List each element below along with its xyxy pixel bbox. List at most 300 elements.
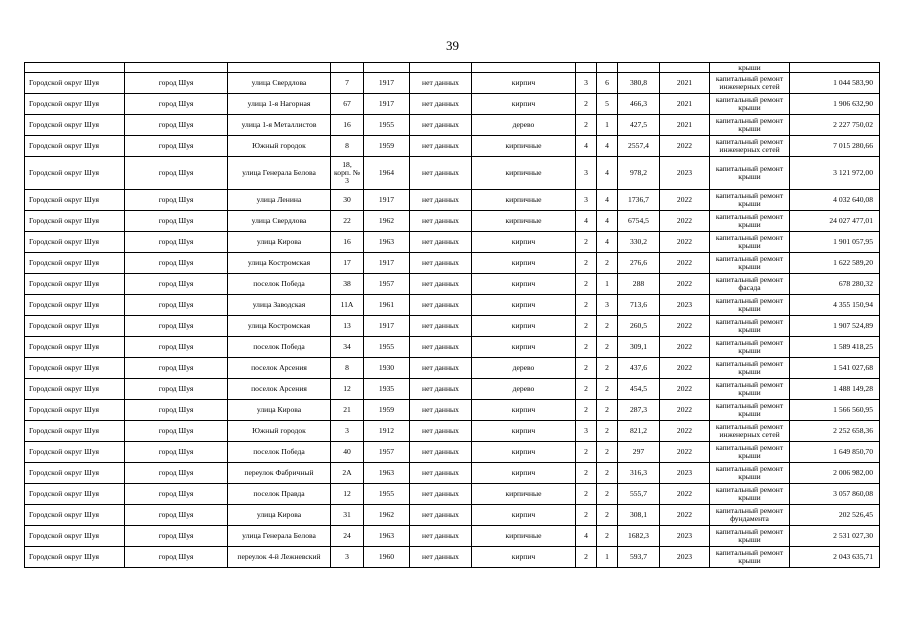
street-cell: поселок Арсения bbox=[228, 379, 331, 400]
year-overhaul-cell: нет данных bbox=[410, 232, 472, 253]
area-cell: 260,5 bbox=[618, 316, 660, 337]
house-number-cell: 8 bbox=[331, 358, 364, 379]
street-cell: улица Кирова bbox=[228, 400, 331, 421]
house-number-cell: 16 bbox=[331, 232, 364, 253]
street-cell: Южный городок bbox=[228, 421, 331, 442]
year-built-cell: 1917 bbox=[364, 94, 410, 115]
year-overhaul-cell: нет данных bbox=[410, 253, 472, 274]
year-built-cell: 1917 bbox=[364, 316, 410, 337]
year-overhaul-cell: нет данных bbox=[410, 73, 472, 94]
wall-material-cell: кирпичные bbox=[472, 484, 576, 505]
house-number-cell: 13 bbox=[331, 316, 364, 337]
work-type-cell: капитальный ремонт крыши bbox=[710, 379, 790, 400]
cost-cell: 1 901 057,95 bbox=[790, 232, 880, 253]
street-cell: переулок Фабричный bbox=[228, 463, 331, 484]
cost-cell: 3 121 972,00 bbox=[790, 157, 880, 190]
floors-cell: 4 bbox=[576, 211, 597, 232]
settlement-cell: город Шуя bbox=[125, 136, 228, 157]
year-overhaul-cell: нет данных bbox=[410, 94, 472, 115]
floors-cell: 2 bbox=[576, 547, 597, 568]
work-type-cell: капитальный ремонт крыши bbox=[710, 526, 790, 547]
table-row bbox=[25, 274, 880, 295]
year-overhaul-cell: нет данных bbox=[410, 157, 472, 190]
year-overhaul-cell: нет данных bbox=[410, 358, 472, 379]
municipality-cell: Городской округ Шуя bbox=[25, 421, 125, 442]
table-row bbox=[25, 505, 880, 526]
settlement-cell: город Шуя bbox=[125, 274, 228, 295]
table-row bbox=[25, 337, 880, 358]
year-built-cell: 1917 bbox=[364, 73, 410, 94]
house-number-cell: 67 bbox=[331, 94, 364, 115]
house-number-cell: 18, корп. № 3 bbox=[331, 157, 364, 190]
municipality-cell: Городской округ Шуя bbox=[25, 316, 125, 337]
year-built-cell: 1963 bbox=[364, 526, 410, 547]
table-cell bbox=[125, 63, 228, 73]
street-cell: поселок Победа bbox=[228, 274, 331, 295]
entrances-cell: 1 bbox=[597, 274, 618, 295]
entrances-cell: 2 bbox=[597, 526, 618, 547]
planned-year-cell: 2022 bbox=[660, 421, 710, 442]
entrances-cell: 3 bbox=[597, 295, 618, 316]
house-number-cell: 34 bbox=[331, 337, 364, 358]
municipality-cell: Городской округ Шуя bbox=[25, 115, 125, 136]
year-built-cell: 1955 bbox=[364, 484, 410, 505]
year-overhaul-cell: нет данных bbox=[410, 211, 472, 232]
cost-cell: 2 252 658,36 bbox=[790, 421, 880, 442]
planned-year-cell: 2021 bbox=[660, 115, 710, 136]
wall-material-cell: кирпичные bbox=[472, 211, 576, 232]
area-cell: 555,7 bbox=[618, 484, 660, 505]
year-overhaul-cell: нет данных bbox=[410, 484, 472, 505]
work-type-cell: капитальный ремонт крыши bbox=[710, 400, 790, 421]
area-cell: 309,1 bbox=[618, 337, 660, 358]
municipality-cell: Городской округ Шуя bbox=[25, 442, 125, 463]
planned-year-cell: 2021 bbox=[660, 73, 710, 94]
work-type-cell: капитальный ремонт крыши bbox=[710, 442, 790, 463]
street-cell: улица Заводская bbox=[228, 295, 331, 316]
house-number-cell: 12 bbox=[331, 379, 364, 400]
entrances-cell: 2 bbox=[597, 421, 618, 442]
house-number-cell: 11А bbox=[331, 295, 364, 316]
work-type-cell: капитальный ремонт крыши bbox=[710, 211, 790, 232]
table-row bbox=[25, 157, 880, 190]
table-cell bbox=[618, 63, 660, 73]
municipality-cell: Городской округ Шуя bbox=[25, 136, 125, 157]
planned-year-cell: 2022 bbox=[660, 400, 710, 421]
settlement-cell: город Шуя bbox=[125, 442, 228, 463]
wall-material-cell: кирпичные bbox=[472, 526, 576, 547]
street-cell: улица Генерала Белова bbox=[228, 526, 331, 547]
table-cell bbox=[790, 63, 880, 73]
area-cell: 1682,3 bbox=[618, 526, 660, 547]
wall-material-cell: дерево bbox=[472, 358, 576, 379]
cost-cell: 1 541 027,68 bbox=[790, 358, 880, 379]
municipality-cell: Городской округ Шуя bbox=[25, 274, 125, 295]
municipality-cell: Городской округ Шуя bbox=[25, 157, 125, 190]
entrances-cell: 2 bbox=[597, 337, 618, 358]
planned-year-cell: 2022 bbox=[660, 505, 710, 526]
floors-cell: 2 bbox=[576, 484, 597, 505]
year-built-cell: 1955 bbox=[364, 115, 410, 136]
municipality-cell: Городской округ Шуя bbox=[25, 73, 125, 94]
floors-cell: 2 bbox=[576, 505, 597, 526]
house-number-cell: 12 bbox=[331, 484, 364, 505]
cost-cell: 1 907 524,89 bbox=[790, 316, 880, 337]
table-row bbox=[25, 253, 880, 274]
area-cell: 6754,5 bbox=[618, 211, 660, 232]
planned-year-cell: 2022 bbox=[660, 358, 710, 379]
table-row bbox=[25, 526, 880, 547]
wall-material-cell: кирпич bbox=[472, 295, 576, 316]
year-built-cell: 1959 bbox=[364, 400, 410, 421]
area-cell: 593,7 bbox=[618, 547, 660, 568]
settlement-cell: город Шуя bbox=[125, 505, 228, 526]
entrances-cell: 1 bbox=[597, 115, 618, 136]
settlement-cell: город Шуя bbox=[125, 337, 228, 358]
house-number-cell: 7 bbox=[331, 73, 364, 94]
work-type-cell: капитальный ремонт крыши bbox=[710, 484, 790, 505]
entrances-cell: 2 bbox=[597, 379, 618, 400]
year-overhaul-cell: нет данных bbox=[410, 274, 472, 295]
planned-year-cell: 2022 bbox=[660, 274, 710, 295]
entrances-cell: 4 bbox=[597, 136, 618, 157]
floors-cell: 2 bbox=[576, 253, 597, 274]
table-row bbox=[25, 421, 880, 442]
settlement-cell: город Шуя bbox=[125, 115, 228, 136]
municipality-cell: Городской округ Шуя bbox=[25, 400, 125, 421]
street-cell: улица Свердлова bbox=[228, 211, 331, 232]
house-number-cell: 22 bbox=[331, 211, 364, 232]
area-cell: 2557,4 bbox=[618, 136, 660, 157]
table-cell bbox=[25, 63, 125, 73]
floors-cell: 2 bbox=[576, 316, 597, 337]
table-row-continued bbox=[25, 63, 880, 73]
cost-cell: 1 488 149,28 bbox=[790, 379, 880, 400]
wall-material-cell: кирпич bbox=[472, 547, 576, 568]
work-type-cell: капитальный ремонт крыши bbox=[710, 232, 790, 253]
table-row bbox=[25, 295, 880, 316]
table-cell bbox=[597, 63, 618, 73]
settlement-cell: город Шуя bbox=[125, 211, 228, 232]
year-built-cell: 1962 bbox=[364, 505, 410, 526]
work-type-cell: капитальный ремонт инженерных сетей bbox=[710, 421, 790, 442]
cost-cell: 24 027 477,01 bbox=[790, 211, 880, 232]
planned-year-cell: 2022 bbox=[660, 190, 710, 211]
area-cell: 1736,7 bbox=[618, 190, 660, 211]
year-built-cell: 1935 bbox=[364, 379, 410, 400]
wall-material-cell: кирпич bbox=[472, 232, 576, 253]
cost-cell: 2 227 750,02 bbox=[790, 115, 880, 136]
settlement-cell: город Шуя bbox=[125, 73, 228, 94]
planned-year-cell: 2023 bbox=[660, 295, 710, 316]
area-cell: 454,5 bbox=[618, 379, 660, 400]
year-built-cell: 1957 bbox=[364, 274, 410, 295]
municipality-cell: Городской округ Шуя bbox=[25, 463, 125, 484]
year-built-cell: 1912 bbox=[364, 421, 410, 442]
table-cell bbox=[576, 63, 597, 73]
street-cell: переулок 4-й Лежневский bbox=[228, 547, 331, 568]
house-number-cell: 21 bbox=[331, 400, 364, 421]
cost-cell: 1 566 560,95 bbox=[790, 400, 880, 421]
entrances-cell: 4 bbox=[597, 232, 618, 253]
entrances-cell: 2 bbox=[597, 484, 618, 505]
year-built-cell: 1963 bbox=[364, 463, 410, 484]
year-overhaul-cell: нет данных bbox=[410, 442, 472, 463]
settlement-cell: город Шуя bbox=[125, 484, 228, 505]
entrances-cell: 2 bbox=[597, 505, 618, 526]
cost-cell: 1 906 632,90 bbox=[790, 94, 880, 115]
year-built-cell: 1961 bbox=[364, 295, 410, 316]
settlement-cell: город Шуя bbox=[125, 232, 228, 253]
street-cell: поселок Победа bbox=[228, 337, 331, 358]
year-built-cell: 1964 bbox=[364, 157, 410, 190]
wall-material-cell: кирпич bbox=[472, 400, 576, 421]
table-row bbox=[25, 442, 880, 463]
table-row bbox=[25, 115, 880, 136]
year-built-cell: 1960 bbox=[364, 547, 410, 568]
street-cell: улица Костромская bbox=[228, 316, 331, 337]
cost-cell: 1 589 418,25 bbox=[790, 337, 880, 358]
page-number: 39 bbox=[446, 38, 459, 53]
settlement-cell: город Шуя bbox=[125, 400, 228, 421]
entrances-cell: 4 bbox=[597, 211, 618, 232]
settlement-cell: город Шуя bbox=[125, 526, 228, 547]
wall-material-cell: кирпич bbox=[472, 73, 576, 94]
house-number-cell: 24 bbox=[331, 526, 364, 547]
table-cell bbox=[364, 63, 410, 73]
municipality-cell: Городской округ Шуя bbox=[25, 505, 125, 526]
table-cell bbox=[660, 63, 710, 73]
settlement-cell: город Шуя bbox=[125, 547, 228, 568]
cost-cell: 2 006 982,00 bbox=[790, 463, 880, 484]
settlement-cell: город Шуя bbox=[125, 94, 228, 115]
area-cell: 466,3 bbox=[618, 94, 660, 115]
cost-cell: 4 032 640,08 bbox=[790, 190, 880, 211]
work-type-cell: капитальный ремонт крыши bbox=[710, 190, 790, 211]
floors-cell: 3 bbox=[576, 157, 597, 190]
year-overhaul-cell: нет данных bbox=[410, 400, 472, 421]
work-type-cell: капитальный ремонт фундамента bbox=[710, 505, 790, 526]
year-overhaul-cell: нет данных bbox=[410, 115, 472, 136]
street-cell: улица Кирова bbox=[228, 505, 331, 526]
wall-material-cell: кирпич bbox=[472, 253, 576, 274]
table-row bbox=[25, 136, 880, 157]
settlement-cell: город Шуя bbox=[125, 253, 228, 274]
area-cell: 978,2 bbox=[618, 157, 660, 190]
floors-cell: 2 bbox=[576, 463, 597, 484]
municipality-cell: Городской округ Шуя bbox=[25, 94, 125, 115]
wall-material-cell: кирпич bbox=[472, 421, 576, 442]
wall-material-cell: кирпич bbox=[472, 274, 576, 295]
planned-year-cell: 2023 bbox=[660, 526, 710, 547]
area-cell: 713,6 bbox=[618, 295, 660, 316]
table-row bbox=[25, 190, 880, 211]
settlement-cell: город Шуя bbox=[125, 316, 228, 337]
house-number-cell: 17 bbox=[331, 253, 364, 274]
table-cell bbox=[331, 63, 364, 73]
cost-cell: 2 043 635,71 bbox=[790, 547, 880, 568]
street-cell: улица Генерала Белова bbox=[228, 157, 331, 190]
entrances-cell: 2 bbox=[597, 442, 618, 463]
table-cell bbox=[410, 63, 472, 73]
floors-cell: 2 bbox=[576, 379, 597, 400]
table-cell bbox=[472, 63, 576, 73]
planned-year-cell: 2022 bbox=[660, 136, 710, 157]
work-type-cell: капитальный ремонт крыши bbox=[710, 115, 790, 136]
table-row bbox=[25, 463, 880, 484]
cost-cell: 202 526,45 bbox=[790, 505, 880, 526]
year-overhaul-cell: нет данных bbox=[410, 526, 472, 547]
planned-year-cell: 2022 bbox=[660, 253, 710, 274]
year-built-cell: 1917 bbox=[364, 253, 410, 274]
wall-material-cell: кирпич bbox=[472, 442, 576, 463]
year-overhaul-cell: нет данных bbox=[410, 337, 472, 358]
area-cell: 427,5 bbox=[618, 115, 660, 136]
table-cell bbox=[228, 63, 331, 73]
year-overhaul-cell: нет данных bbox=[410, 316, 472, 337]
entrances-cell: 2 bbox=[597, 358, 618, 379]
cost-cell: 1 649 850,70 bbox=[790, 442, 880, 463]
house-number-cell: 40 bbox=[331, 442, 364, 463]
year-built-cell: 1917 bbox=[364, 190, 410, 211]
house-number-cell: 3 bbox=[331, 421, 364, 442]
municipality-cell: Городской округ Шуя bbox=[25, 547, 125, 568]
cost-cell: 4 355 150,94 bbox=[790, 295, 880, 316]
settlement-cell: город Шуя bbox=[125, 463, 228, 484]
area-cell: 276,6 bbox=[618, 253, 660, 274]
area-cell: 437,6 bbox=[618, 358, 660, 379]
planned-year-cell: 2021 bbox=[660, 94, 710, 115]
municipality-cell: Городской округ Шуя bbox=[25, 295, 125, 316]
table-row bbox=[25, 211, 880, 232]
street-cell: поселок Правда bbox=[228, 484, 331, 505]
floors-cell: 2 bbox=[576, 274, 597, 295]
street-cell: улица Кирова bbox=[228, 232, 331, 253]
house-number-cell: 31 bbox=[331, 505, 364, 526]
work-type-cell: капитальный ремонт фасада bbox=[710, 274, 790, 295]
municipality-cell: Городской округ Шуя bbox=[25, 190, 125, 211]
wall-material-cell: кирпич bbox=[472, 505, 576, 526]
work-type-cell: капитальный ремонт крыши bbox=[710, 463, 790, 484]
year-overhaul-cell: нет данных bbox=[410, 463, 472, 484]
floors-cell: 2 bbox=[576, 337, 597, 358]
work-type-cell: капитальный ремонт крыши bbox=[710, 295, 790, 316]
street-cell: поселок Победа bbox=[228, 442, 331, 463]
floors-cell: 2 bbox=[576, 94, 597, 115]
work-type-cell: капитальный ремонт крыши bbox=[710, 358, 790, 379]
floors-cell: 2 bbox=[576, 295, 597, 316]
cost-cell: 2 531 027,30 bbox=[790, 526, 880, 547]
work-type-cell: капитальный ремонт инженерных сетей bbox=[710, 136, 790, 157]
entrances-cell: 2 bbox=[597, 463, 618, 484]
planned-year-cell: 2023 bbox=[660, 547, 710, 568]
planned-year-cell: 2022 bbox=[660, 232, 710, 253]
work-type-cell: капитальный ремонт крыши bbox=[710, 253, 790, 274]
area-cell: 297 bbox=[618, 442, 660, 463]
municipality-cell: Городской округ Шуя bbox=[25, 211, 125, 232]
planned-year-cell: 2022 bbox=[660, 337, 710, 358]
house-number-cell: 16 bbox=[331, 115, 364, 136]
table-row bbox=[25, 400, 880, 421]
entrances-cell: 5 bbox=[597, 94, 618, 115]
wall-material-cell: кирпич bbox=[472, 337, 576, 358]
year-built-cell: 1963 bbox=[364, 232, 410, 253]
work-type-cell: капитальный ремонт инженерных сетей bbox=[710, 73, 790, 94]
entrances-cell: 2 bbox=[597, 316, 618, 337]
planned-year-cell: 2023 bbox=[660, 157, 710, 190]
floors-cell: 4 bbox=[576, 136, 597, 157]
year-overhaul-cell: нет данных bbox=[410, 421, 472, 442]
house-number-cell: 38 bbox=[331, 274, 364, 295]
municipality-cell: Городской округ Шуя bbox=[25, 358, 125, 379]
area-cell: 316,3 bbox=[618, 463, 660, 484]
street-cell: поселок Арсения bbox=[228, 358, 331, 379]
area-cell: 287,3 bbox=[618, 400, 660, 421]
table-row bbox=[25, 358, 880, 379]
year-overhaul-cell: нет данных bbox=[410, 136, 472, 157]
house-number-cell: 2А bbox=[331, 463, 364, 484]
year-overhaul-cell: нет данных bbox=[410, 190, 472, 211]
house-number-cell: 30 bbox=[331, 190, 364, 211]
work-type-cell: капитальный ремонт крыши bbox=[710, 157, 790, 190]
entrances-cell: 4 bbox=[597, 157, 618, 190]
street-cell: улица Костромская bbox=[228, 253, 331, 274]
year-built-cell: 1959 bbox=[364, 136, 410, 157]
cost-cell: 3 057 860,08 bbox=[790, 484, 880, 505]
planned-year-cell: 2022 bbox=[660, 211, 710, 232]
wall-material-cell: дерево bbox=[472, 115, 576, 136]
settlement-cell: город Шуя bbox=[125, 295, 228, 316]
settlement-cell: город Шуя bbox=[125, 358, 228, 379]
area-cell: 821,2 bbox=[618, 421, 660, 442]
area-cell: 330,2 bbox=[618, 232, 660, 253]
floors-cell: 2 bbox=[576, 400, 597, 421]
work-type-cell: капитальный ремонт крыши bbox=[710, 337, 790, 358]
street-cell: улица Свердлова bbox=[228, 73, 331, 94]
year-built-cell: 1955 bbox=[364, 337, 410, 358]
municipality-cell: Городской округ Шуя bbox=[25, 526, 125, 547]
cost-cell: 1 044 583,90 bbox=[790, 73, 880, 94]
table-row bbox=[25, 232, 880, 253]
planned-year-cell: 2022 bbox=[660, 484, 710, 505]
entrances-cell: 1 bbox=[597, 547, 618, 568]
planned-year-cell: 2023 bbox=[660, 463, 710, 484]
table-row bbox=[25, 316, 880, 337]
floors-cell: 2 bbox=[576, 115, 597, 136]
floors-cell: 2 bbox=[576, 358, 597, 379]
street-cell: Южный городок bbox=[228, 136, 331, 157]
area-cell: 288 bbox=[618, 274, 660, 295]
wall-material-cell: кирпичные bbox=[472, 136, 576, 157]
table-row bbox=[25, 379, 880, 400]
year-overhaul-cell: нет данных bbox=[410, 379, 472, 400]
municipality-cell: Городской округ Шуя bbox=[25, 379, 125, 400]
wall-material-cell: кирпич bbox=[472, 463, 576, 484]
table-row bbox=[25, 73, 880, 94]
entrances-cell: 2 bbox=[597, 400, 618, 421]
table-body bbox=[25, 63, 880, 568]
floors-cell: 3 bbox=[576, 73, 597, 94]
area-cell: 380,8 bbox=[618, 73, 660, 94]
table-row bbox=[25, 94, 880, 115]
work-type-cell: капитальный ремонт крыши bbox=[710, 547, 790, 568]
work-type-cell: капитальный ремонт крыши bbox=[710, 94, 790, 115]
table-row bbox=[25, 484, 880, 505]
settlement-cell: город Шуя bbox=[125, 190, 228, 211]
area-cell: 308,1 bbox=[618, 505, 660, 526]
wall-material-cell: кирпичные bbox=[472, 157, 576, 190]
wall-material-cell: кирпич bbox=[472, 94, 576, 115]
